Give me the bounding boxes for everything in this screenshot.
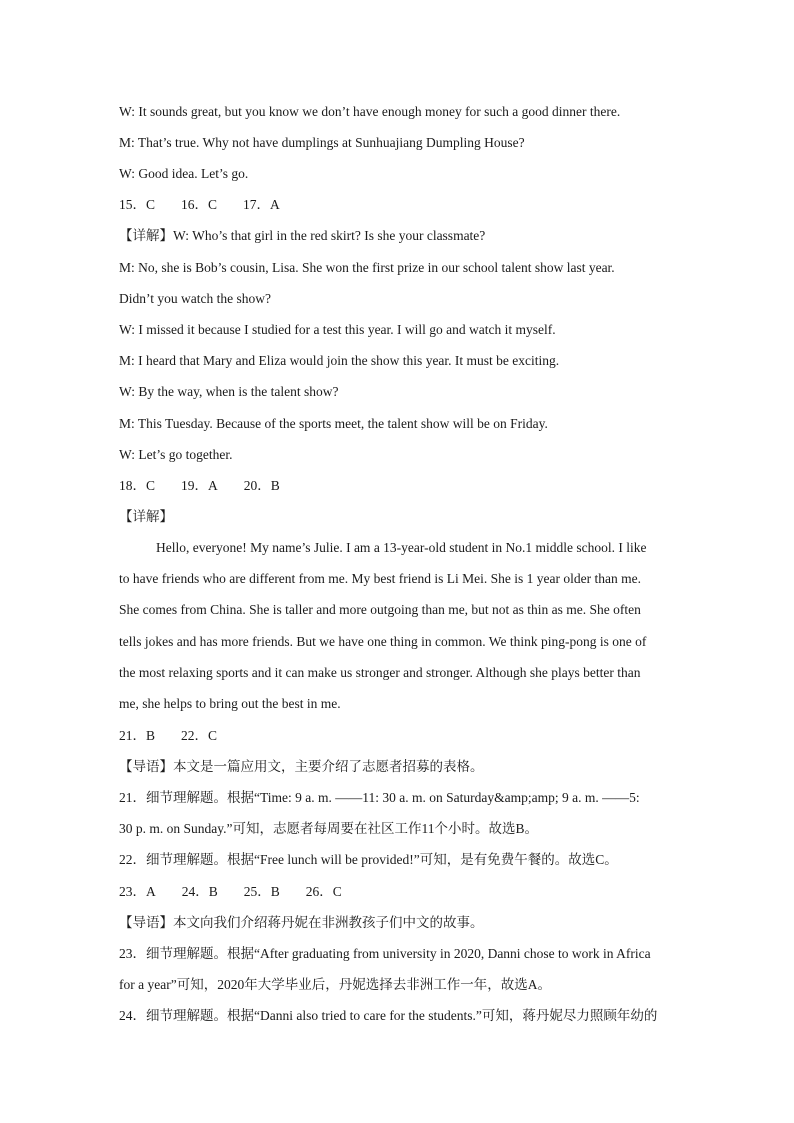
answer: 19．A (181, 478, 218, 493)
text-line: W: Let’s go together. (119, 447, 233, 462)
text-line: M: This Tuesday. Because of the sports meet, the talent show will be on Friday. (119, 416, 548, 431)
text-line: the most relaxing sports and it can make us stronger and stronger. Although she plays better than (119, 665, 641, 680)
text-line: 23．细节理解题。根据“After graduating from university in 2020, Danni chose to work in Africa (119, 946, 651, 961)
answer-line (119, 476, 679, 496)
text-line: 【详解】W: Who’s that girl in the red skirt? Is she your classmate? (119, 228, 486, 243)
text-line: 24．细节理解题。根据“Danni also tried to care for the students.”可知，蒋丹妮尽力照顾年幼的 (119, 1008, 658, 1023)
text-line: W: It sounds great, but you know we don’t have enough money for such a good dinner there. (119, 104, 621, 119)
answer: 26．C (305, 884, 342, 899)
text-line: to have friends who are different from me. My best friend is Li Mei. She is 1 year older than me. (119, 571, 641, 586)
answer-line (119, 195, 679, 215)
text-line: 21．细节理解题。根据“Time: 9 a. m. ——11: 30 a. m. on Saturday&amp;amp; 9 a. m. ——5: (119, 790, 640, 805)
answer: 21．B (119, 728, 156, 743)
answer: 18．C (119, 478, 156, 493)
text-line: M: No, she is Bob’s cousin, Lisa. She won the first prize in our school talent show last year. (119, 260, 615, 275)
text-line: M: I heard that Mary and Eliza would join the show this year. It must be exciting. (119, 353, 560, 368)
text-line: 22．细节理解题。根据“Free lunch will be provided!”可知，是有免费午餐的。故选C。 (119, 852, 618, 867)
text-line: Didn’t you watch the show? (119, 291, 271, 306)
text-line: M: That’s true. Why not have dumplings at Sunhuajiang Dumpling House? (119, 135, 525, 150)
answer: 16．C (181, 197, 218, 212)
text-line: Hello, everyone! My name’s Julie. I am a 13-year-old student in No.1 middle school. I like (156, 540, 647, 555)
answer: 17．A (243, 197, 280, 212)
text-line: 30 p. m. on Sunday.”可知，志愿者每周要在社区工作11个小时。故选B。 (119, 821, 538, 836)
text-line: She comes from China. She is taller and more outgoing than me, but not as thin as me. She often (119, 602, 641, 617)
answer: 22．C (181, 728, 218, 743)
answer-line (119, 726, 679, 746)
text-line: W: I missed it because I studied for a test this year. I will go and watch it myself. (119, 322, 556, 337)
answer: 25．B (243, 884, 280, 899)
answer: 15．C (119, 197, 156, 212)
answer-line (119, 882, 679, 902)
text-line: tells jokes and has more friends. But we have one thing in common. We think ping-pong is one of (119, 634, 647, 649)
text-line: 【导语】本文向我们介绍蒋丹妮在非洲教孩子们中文的故事。 (119, 915, 484, 930)
text-line: me, she helps to bring out the best in me. (119, 696, 341, 711)
answer: 23．A (119, 884, 156, 899)
answer: 24．B (181, 884, 218, 899)
text-line: W: By the way, when is the talent show? (119, 384, 339, 399)
text-line: W: Good idea. Let’s go. (119, 166, 249, 181)
section-heading: 【详解】 (119, 509, 173, 524)
answer: 20．B (243, 478, 280, 493)
text-line: for a year”可知，2020年大学毕业后，丹妮选择去非洲工作一年，故选A。 (119, 977, 551, 992)
text-line: 【导语】本文是一篇应用文，主要介绍了志愿者招募的表格。 (119, 759, 484, 774)
